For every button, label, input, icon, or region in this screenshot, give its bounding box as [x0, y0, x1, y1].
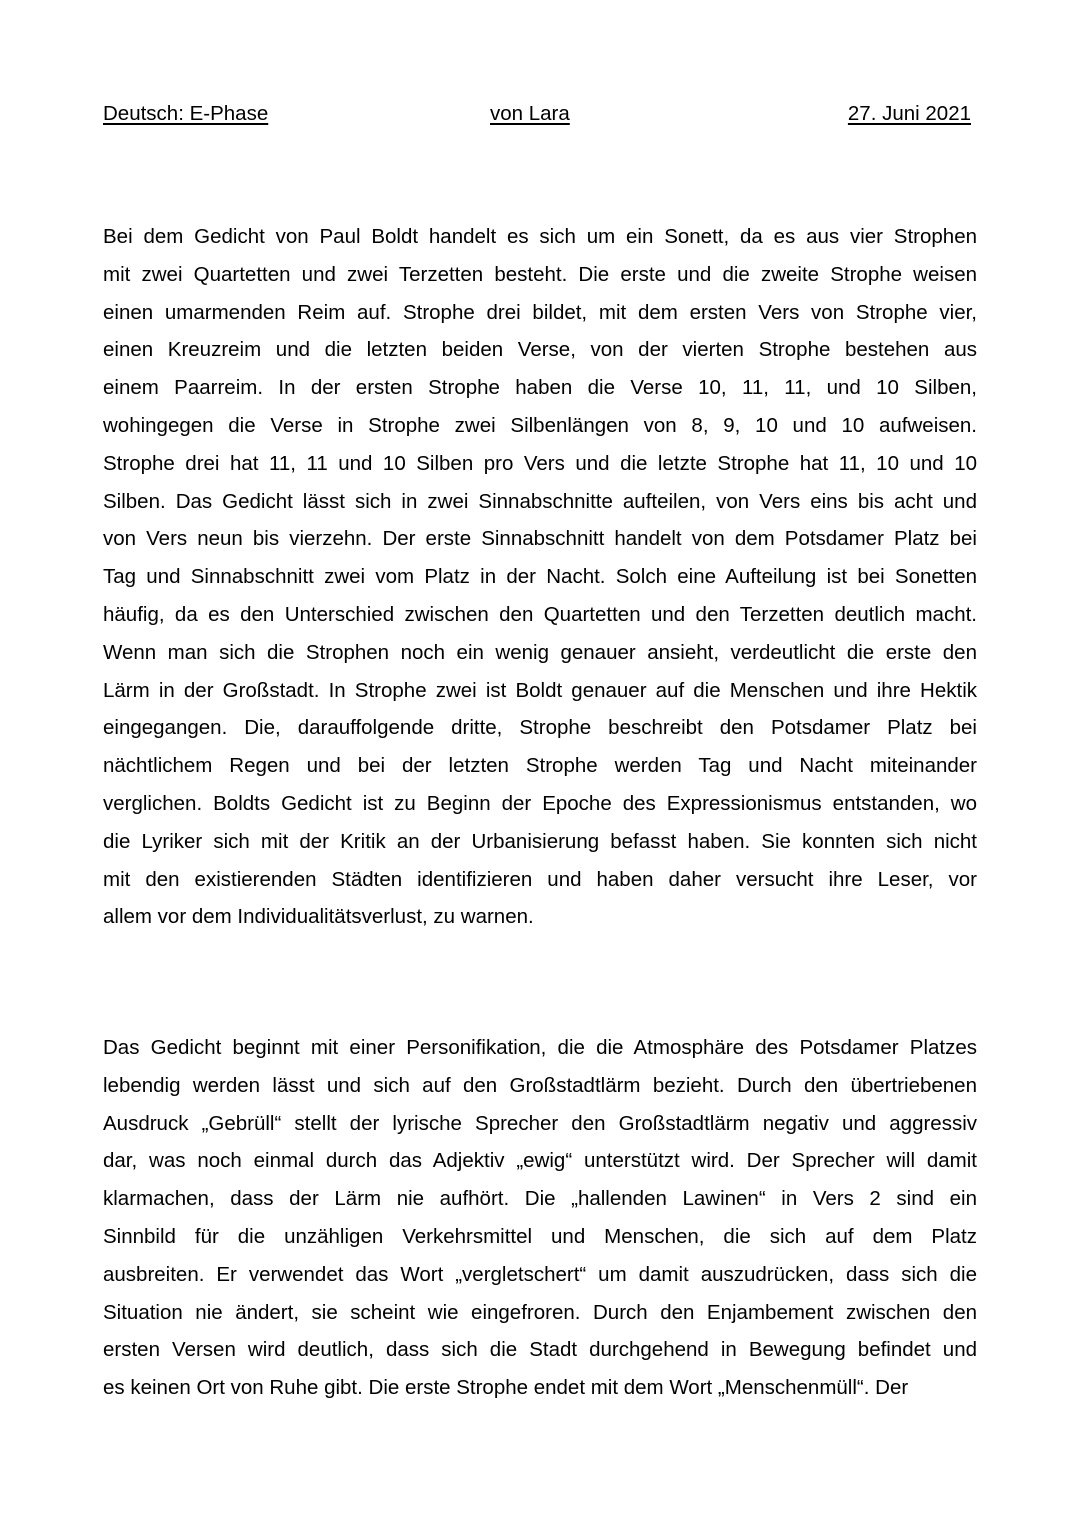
text-line: Ausdruck „Gebrüll“ stellt der lyrische Sprecher den Großstadtlärm negativ und aggressiv	[103, 1111, 977, 1135]
text-line: Wenn man sich die Strophen noch ein wenig genauer ansieht, verdeutlicht die erste den	[103, 640, 977, 664]
text-line: lebendig werden lässt und sich auf den Großstadtlärm bezieht. Durch den übertriebenen	[103, 1073, 977, 1097]
text-line: Tag und Sinnabschnitt zwei vom Platz in der Nacht. Solch eine Aufteilung ist bei Sonetten	[103, 565, 977, 589]
text-line: einen umarmenden Reim auf. Strophe drei bildet, mit dem ersten Vers von Strophe vier,	[103, 300, 977, 324]
text-line: mit zwei Quartetten und zwei Terzetten besteht. Die erste und die zweite Strophe weisen	[103, 262, 977, 286]
text-line: dar, was noch einmal durch das Adjektiv „ewig“ unterstützt wird. Der Sprecher will damit	[103, 1149, 977, 1173]
header-date: 27. Juni 2021	[847, 102, 971, 125]
text-line: verglichen. Boldts Gedicht ist zu Beginn der Epoche des Expressionismus entstanden, wo	[103, 791, 977, 815]
header-subject: Deutsch: E-Phase	[103, 102, 269, 125]
text-line: wohingegen die Verse in Strophe zwei Silbenlängen von 8, 9, 10 und 10 aufweisen.	[103, 413, 977, 437]
text-line: Sinnbild für die unzähligen Verkehrsmittel und Menschen, die sich auf dem Platz	[103, 1224, 977, 1248]
text-line: einen Kreuzreim und die letzten beiden Verse, von der vierten Strophe bestehen aus	[103, 338, 977, 362]
text-line: Strophe drei hat 11, 11 und 10 Silben pro Vers und die letzte Strophe hat 11, 10 und 10	[103, 451, 977, 475]
text-line: Silben. Das Gedicht lässt sich in zwei Sinnabschnitte aufteilen, von Vers eins bis acht und	[103, 489, 977, 513]
text-line: klarmachen, dass der Lärm nie aufhört. Die „hallenden Lawinen“ in Vers 2 sind ein	[103, 1187, 977, 1211]
text-line: eingegangen. Die, darauffolgende dritte, Strophe beschreibt den Potsdamer Platz bei	[103, 716, 977, 740]
text-line: ersten Versen wird deutlich, dass sich die Stadt durchgehend in Bewegung befindet und	[103, 1338, 977, 1362]
text-line: einem Paarreim. In der ersten Strophe haben die Verse 10, 11, 11, und 10 Silben,	[103, 376, 977, 400]
paragraph-analysis	[103, 1029, 977, 1407]
text-line: Situation nie ändert, sie scheint wie eingefroren. Durch den Enjambement zwischen den	[103, 1300, 977, 1324]
text-line: mit den existierenden Städten identifizieren und haben daher versucht ihre Leser, vor	[103, 867, 977, 891]
text-line: ausbreiten. Er verwendet das Wort „vergletschert“ um damit auszudrücken, dass sich die	[103, 1262, 977, 1286]
text-line: von Vers neun bis vierzehn. Der erste Sinnabschnitt handelt von dem Potsdamer Platz bei	[103, 527, 977, 551]
text-line: Lärm in der Großstadt. In Strophe zwei ist Boldt genauer auf die Menschen und ihre Hektik	[103, 678, 977, 702]
text-line: es keinen Ort von Ruhe gibt. Die erste Strophe endet mit dem Wort „Menschenmüll“. Der	[103, 1376, 909, 1400]
document-header	[103, 102, 971, 130]
text-line: Bei dem Gedicht von Paul Boldt handelt es sich um ein Sonett, da es aus vier Strophen	[103, 225, 977, 248]
text-line: allem vor dem Individualitätsverlust, zu warnen.	[103, 905, 534, 929]
paragraph-introduction	[103, 218, 977, 936]
header-author: von Lara	[490, 102, 570, 125]
text-line: häufig, da es den Unterschied zwischen den Quartetten und den Terzetten deutlich macht.	[103, 602, 977, 626]
text-line: die Lyriker sich mit der Kritik an der Urbanisierung befasst haben. Sie konnten sich nicht	[103, 829, 977, 853]
text-line: Das Gedicht beginnt mit einer Personifikation, die die Atmosphäre des Potsdamer Platzes	[103, 1036, 977, 1059]
text-line: nächtlichem Regen und bei der letzten Strophe werden Tag und Nacht miteinander	[103, 754, 977, 778]
